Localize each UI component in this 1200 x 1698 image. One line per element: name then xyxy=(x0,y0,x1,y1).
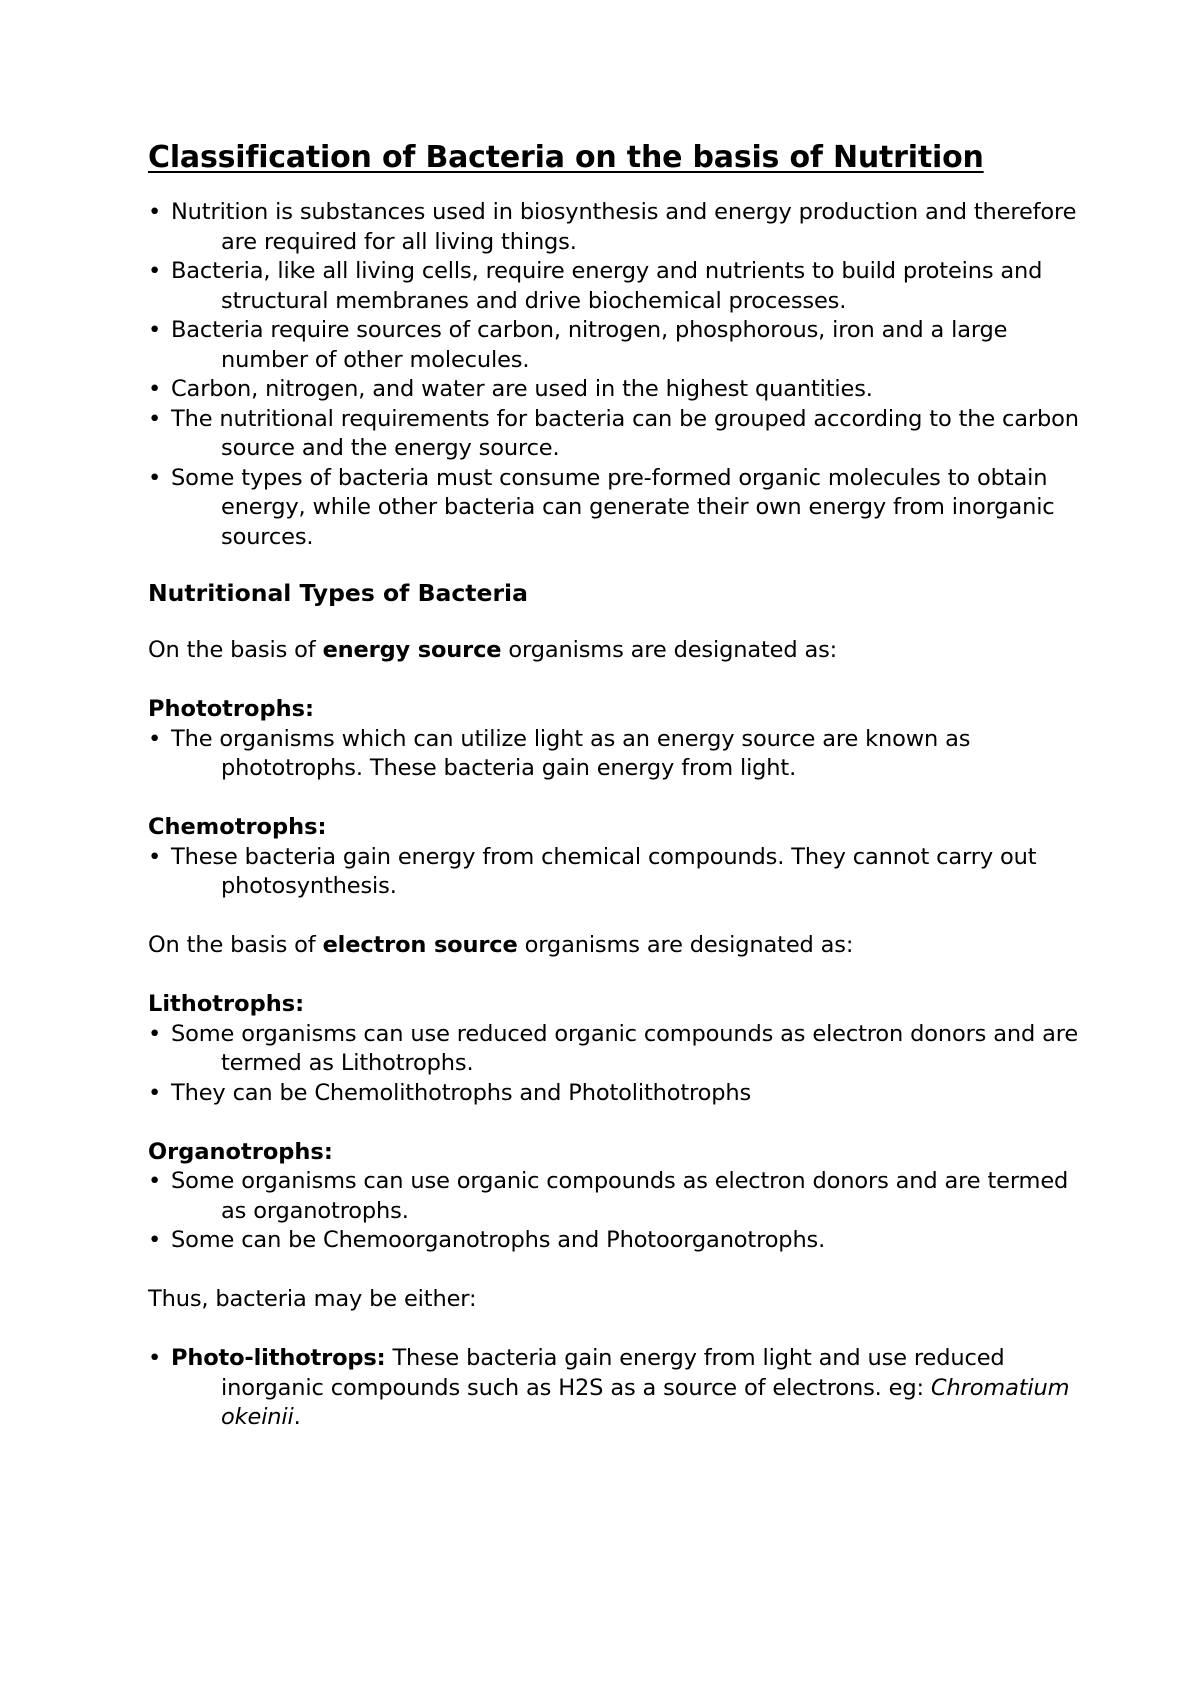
bullet-glyph: • xyxy=(148,725,162,752)
list-item: • Nutrition is substances used in biosynthesis and energy production and therefore are required for all living things. xyxy=(148,199,1077,255)
example-species: Chromatium okeinii xyxy=(221,1374,1070,1430)
list-item: • These bacteria gain energy from chemical compounds. They cannot carry out photosynthesis. xyxy=(148,843,1037,899)
list-item: • Some organisms can use organic compounds as electron donors and are termed as organotrophs. xyxy=(148,1168,1069,1224)
organotrophs-list xyxy=(148,1167,1088,1256)
lithotrophs-list xyxy=(148,1020,1088,1109)
bullet-glyph: • xyxy=(148,1020,162,1047)
intro-bullet-list xyxy=(148,198,1088,552)
section-heading: Nutritional Types of Bacteria xyxy=(148,579,528,607)
energy-source-emphasis: energy source xyxy=(322,637,502,663)
electron-basis-line: On the basis of electron source organisms are designated as: xyxy=(148,932,854,958)
document-title: Classification of Bacteria on the basis of Nutrition xyxy=(148,140,984,175)
thus-line: Thus, bacteria may be either: xyxy=(148,1286,477,1312)
list-item: • Some types of bacteria must consume pre-formed organic molecules to obtain energy, while other bacteria can generate their own energy from inorganic sources. xyxy=(148,464,1055,550)
list-item: • The organisms which can utilize light as an energy source are known as phototrophs. These bacteria gain energy from light. xyxy=(148,725,971,781)
phototrophs-heading: Phototrophs: xyxy=(148,696,315,722)
document-page xyxy=(148,140,1088,1433)
energy-basis-line: On the basis of energy source organisms are designated as: xyxy=(148,637,838,663)
photo-lithotrophs-term: Photo-lithotrops: xyxy=(171,1345,386,1371)
chemotrophs-list xyxy=(148,843,1088,902)
bullet-glyph: • xyxy=(148,376,162,402)
list-item: • Bacteria require sources of carbon, nitrogen, phosphorous, iron and a large number of other molecules. xyxy=(148,317,1008,373)
bullet-glyph: • xyxy=(148,258,162,284)
list-item: • Some organisms can use reduced organic compounds as electron donors and are termed as Lithotrophs. xyxy=(148,1020,1079,1076)
bullet-glyph: • xyxy=(148,1168,162,1194)
bullet-glyph: • xyxy=(148,405,162,432)
list-item: • Photo-lithotrops: These bacteria gain energy from light and use reduced inorganic compounds such as H2S as a source of electrons. eg: Chromatium okeinii. xyxy=(148,1345,1070,1430)
bullet-glyph: • xyxy=(148,464,162,491)
lithotrophs-heading: Lithotrophs: xyxy=(148,991,305,1017)
bullet-glyph: • xyxy=(148,1079,162,1106)
organotrophs-heading: Organotrophs: xyxy=(148,1138,333,1165)
list-item: • Carbon, nitrogen, and water are used in the highest quantities. xyxy=(148,375,1088,405)
bullet-glyph: • xyxy=(148,843,162,870)
bullet-glyph: • xyxy=(148,317,162,343)
list-item: • The nutritional requirements for bacteria can be grouped according to the carbon source and the energy source. xyxy=(148,405,1079,461)
list-item: • They can be Chemolithotrophs and Photolithotrophs xyxy=(148,1079,1088,1109)
list-item: • Some can be Chemoorganotrophs and Photoorganotrophs. xyxy=(148,1226,1088,1256)
photo-lithotrophs-list xyxy=(148,1344,1088,1433)
bullet-glyph: • xyxy=(148,199,162,225)
bullet-glyph: • xyxy=(148,1345,162,1371)
electron-source-emphasis: electron source xyxy=(322,932,518,958)
phototrophs-list xyxy=(148,725,1088,784)
bullet-glyph: • xyxy=(148,1227,162,1253)
chemotrophs-heading: Chemotrophs: xyxy=(148,814,327,840)
list-item: • Bacteria, like all living cells, require energy and nutrients to build proteins and structural membranes and drive biochemical processes. xyxy=(148,258,1043,314)
